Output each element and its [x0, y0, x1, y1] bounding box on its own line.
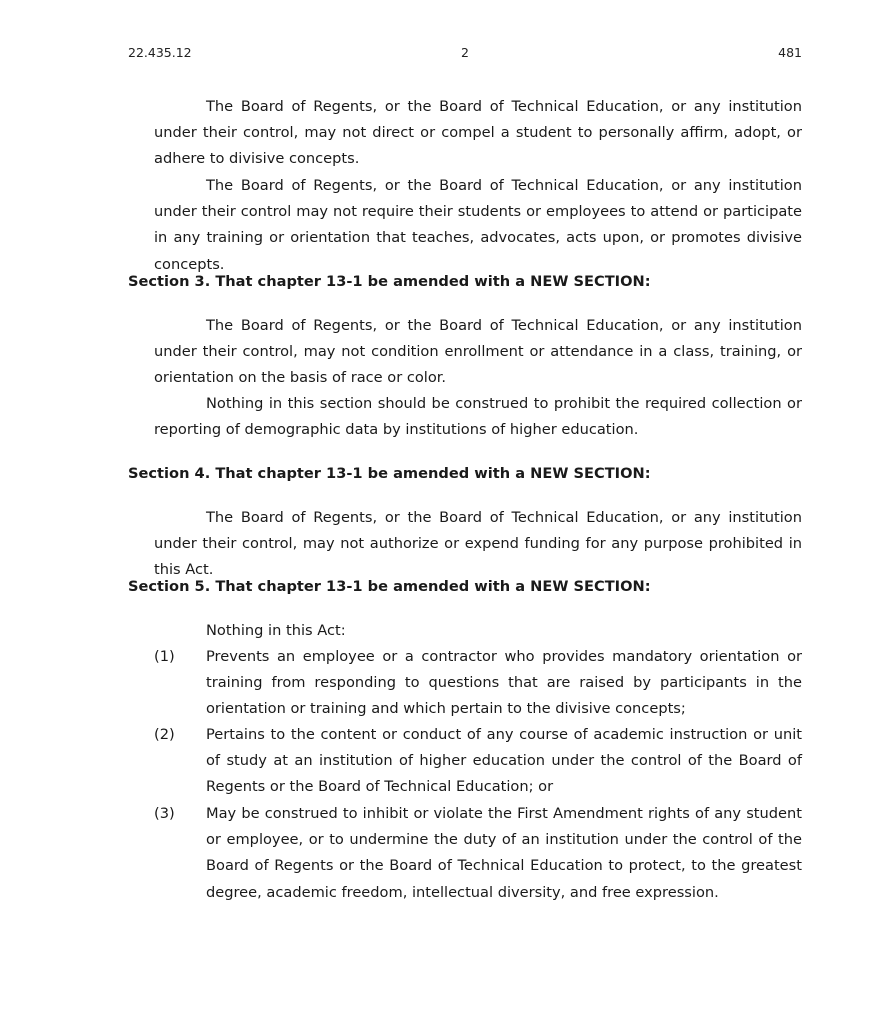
list-item [154, 722, 802, 801]
paragraph-5: The Board of Regents, or the Board of Technical Education, or any institution under their control, may not authorize or expend funding for any purpose prohibited in this Act. [154, 509, 802, 579]
paragraph-1: The Board of Regents, or the Board of Technical Education, or any institution under their control, may not direct or compel a student to personally affirm, adopt, or adhere to divisive concepts. [154, 98, 802, 168]
list-item-text: May be construed to inhibit or violate the First Amendment rights of any student or employee, or to undermine the duty of an institution under the control of the Board of Regents or the Board of Technical Education to protect, to the greatest degree, academic freedom, intellectual diversity, and free expression. [206, 805, 802, 901]
paragraph-2: The Board of Regents, or the Board of Technical Education, or any institution under their control may not require their students or employees to attend or participate in any training or orientation that teaches, advocates, acts upon, or promotes divisive concepts. [154, 177, 802, 273]
page-number: 2 [461, 45, 469, 60]
paragraph-3: The Board of Regents, or the Board of Technical Education, or any institution under their control, may not condition enrollment or attendance in a class, training, or orientation on the basis of race or color. [154, 317, 802, 387]
list-item-text: Prevents an employee or a contractor who provides mandatory orientation or training from responding to questions that are raised by participants in the orientation or training and which pertain to the divisive concepts; [206, 648, 802, 718]
list-item-number: (3) [154, 805, 175, 822]
list-item [154, 801, 802, 906]
list-item [154, 644, 802, 723]
list-item-number: (1) [154, 648, 175, 665]
paragraph-6: Nothing in this Act: [206, 622, 346, 639]
section-4-heading: Section 4. That chapter 13-1 be amended with a NEW SECTION: [128, 465, 651, 482]
bill-number: 481 [778, 45, 802, 60]
list-item-text: Pertains to the content or conduct of any course of academic instruction or unit of study at an institution of higher education under the control of the Board of Regents or the Board of Technical Education; or [206, 726, 802, 796]
doc-number: 22.435.12 [128, 45, 192, 60]
paragraph-4: Nothing in this section should be construed to prohibit the required collection or reporting of demographic data by institutions of higher education. [154, 395, 802, 439]
list-item-number: (2) [154, 726, 175, 743]
section-3-heading: Section 3. That chapter 13-1 be amended with a NEW SECTION: [128, 273, 651, 290]
section-5-heading: Section 5. That chapter 13-1 be amended with a NEW SECTION: [128, 578, 651, 595]
